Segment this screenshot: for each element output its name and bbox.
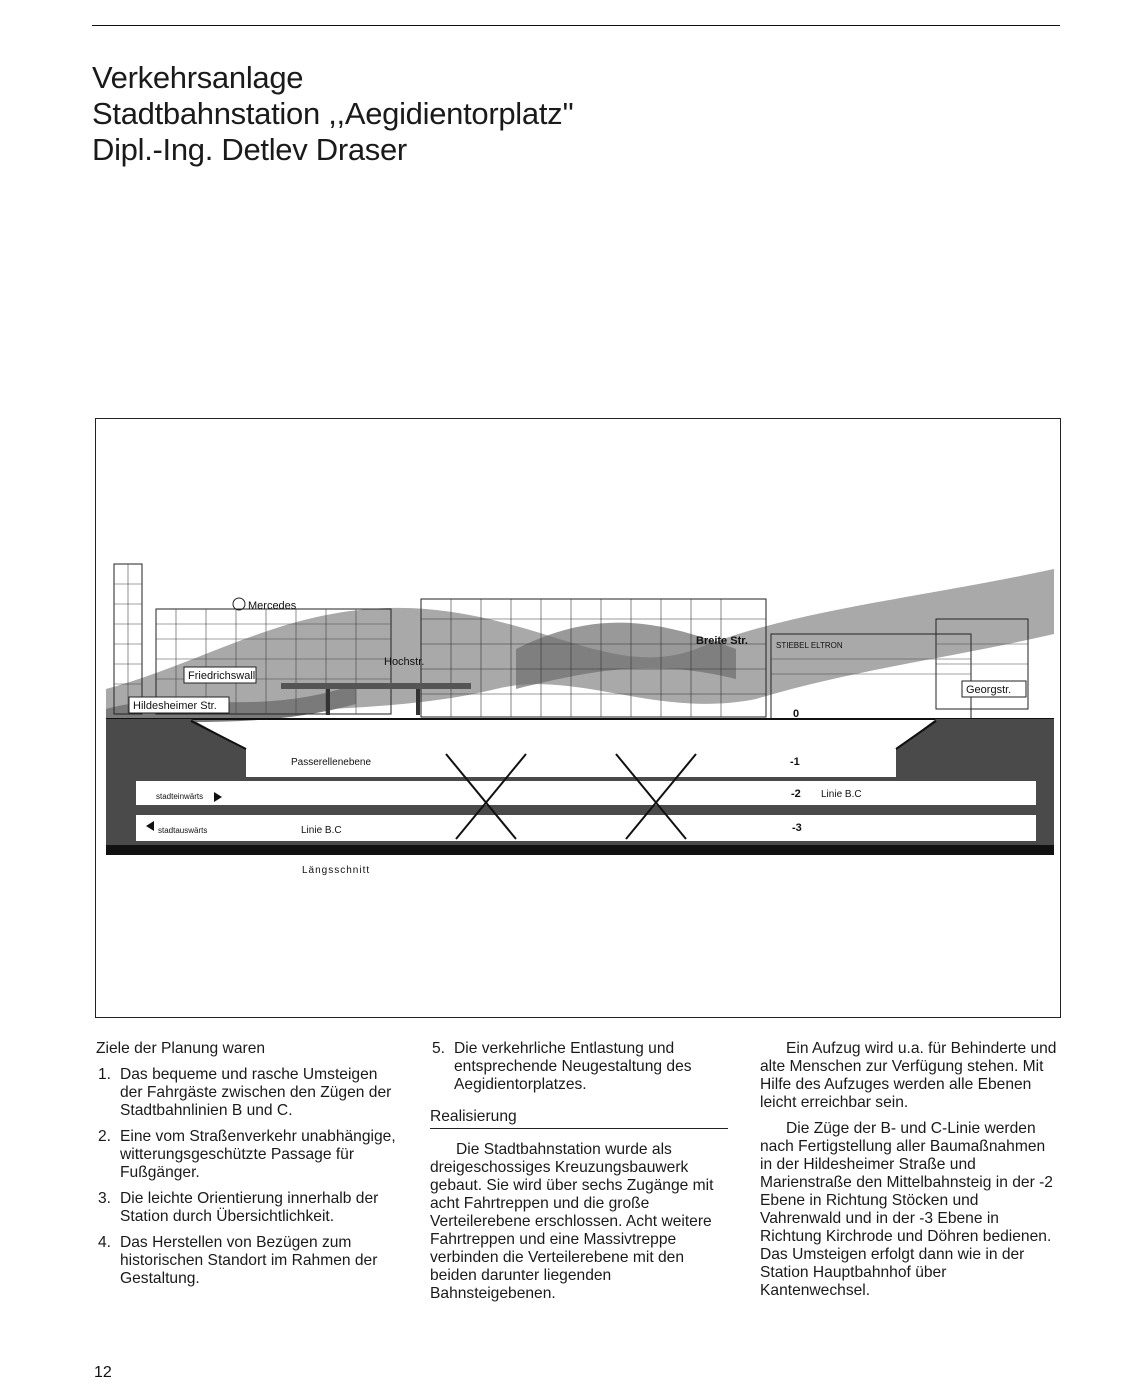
label-level-m3: -3 (792, 822, 802, 834)
label-linie-bc-upper: Linie B.C (821, 789, 862, 800)
label-level-m1: -1 (790, 756, 800, 768)
base-slab (106, 845, 1054, 855)
text-column-1 (96, 1040, 401, 1296)
platform-level-2 (136, 781, 1036, 805)
title-line-1: Verkehrsanlage (92, 60, 304, 95)
longitudinal-section-drawing (96, 419, 1060, 1017)
realisierung-paragraph: Die Stadtbahnstation wurde als dreigeschossiges Kreuzungsbauwerk gebaut. Sie wird über sechs Zugänge mit acht Fahrtreppen und die große Verteilerebene erschlossen. Acht weitere Fahrtreppen und eine Massivtreppe verbinden die Verteilerebene mit den beiden darunter liegenden Bahnsteigebenen. (430, 1141, 714, 1302)
label-level-m2: -2 (791, 788, 801, 800)
elevated-road (281, 683, 471, 689)
list-item: 3. Die leichte Orientierung innerhalb der Station durch Übersichtlichkeit. (98, 1190, 379, 1225)
label-breite: Breite Str. (696, 635, 748, 647)
list-item: 4. Das Herstellen von Bezügen zum historischen Standort im Rahmen der Gestaltung. (98, 1234, 378, 1287)
label-hildesheimer: Hildesheimer Str. (133, 700, 217, 712)
mercedes-star-icon (233, 598, 245, 610)
label-stadteinwaerts: stadteinwärts (156, 792, 204, 801)
text-column-3 (760, 1040, 1060, 1308)
road-pillar (326, 689, 330, 715)
label-stiebel: STIEBEL ELTRON (776, 641, 843, 650)
page-title (92, 60, 574, 168)
road-pillar (416, 689, 420, 715)
goals-list-continued (430, 1040, 728, 1094)
section-heading-realisierung: Realisierung (430, 1108, 728, 1129)
label-stadtauswaerts: stadtauswärts (158, 826, 208, 835)
goals-intro: Ziele der Planung waren (96, 1040, 266, 1057)
label-mercedes: Mercedes (248, 600, 297, 612)
label-friedrichswall: Friedrichswall (188, 670, 256, 682)
label-hochstr: Hochstr. (384, 656, 425, 668)
section-drawing-figure (95, 418, 1061, 1018)
platform-level-3 (136, 815, 1036, 841)
goals-list (96, 1066, 401, 1288)
label-passerelle: Passerellenebene (291, 757, 372, 768)
figure-caption: Längsschnitt (302, 865, 371, 876)
top-rule (92, 25, 1060, 26)
title-line-2: Stadtbahnstation ,,Aegidientorplatz'' (92, 96, 574, 131)
elevator-paragraph: Ein Aufzug wird u.a. für Behinderte und alte Menschen zur Verfügung stehen. Mit Hilfe des Aufzuges werden alle Ebenen leicht erreichbar sein. (760, 1040, 1057, 1111)
list-item: 1. Das bequeme und rasche Umsteigen der Fahrgäste zwischen den Zügen der Stadtbahnlinien B und C. (98, 1066, 392, 1119)
page-number: 12 (94, 1364, 112, 1381)
list-item: 2. Eine vom Straßenverkehr unabhängige, witterungsgeschützte Passage für Fußgänger. (98, 1128, 396, 1181)
title-line-3: Dipl.-Ing. Detlev Draser (92, 132, 407, 167)
label-georgstr: Georgstr. (966, 684, 1012, 696)
text-column-2 (430, 1040, 728, 1311)
list-item: 5. Die verkehrliche Entlastung und entsprechende Neugestaltung des Aegidientorplatzes. (432, 1040, 692, 1093)
trains-paragraph: Die Züge der B- und C-Linie werden nach Fertigstellung aller Baumaßnahmen in der Hildesheimer Straße und Marienstraße den Mittelbahnsteig in der -2 Ebene in Richtung Stöcken und Vahrenwald und in der -3 Ebene in Richtung Kirchrode und Döhren bedienen. Das Umsteigen erfolgt dann wie in der Station Hauptbahnhof über Kantenwechsel. (760, 1120, 1053, 1299)
label-linie-bc-lower: Linie B.C (301, 825, 342, 836)
label-level-0: 0 (793, 708, 800, 720)
